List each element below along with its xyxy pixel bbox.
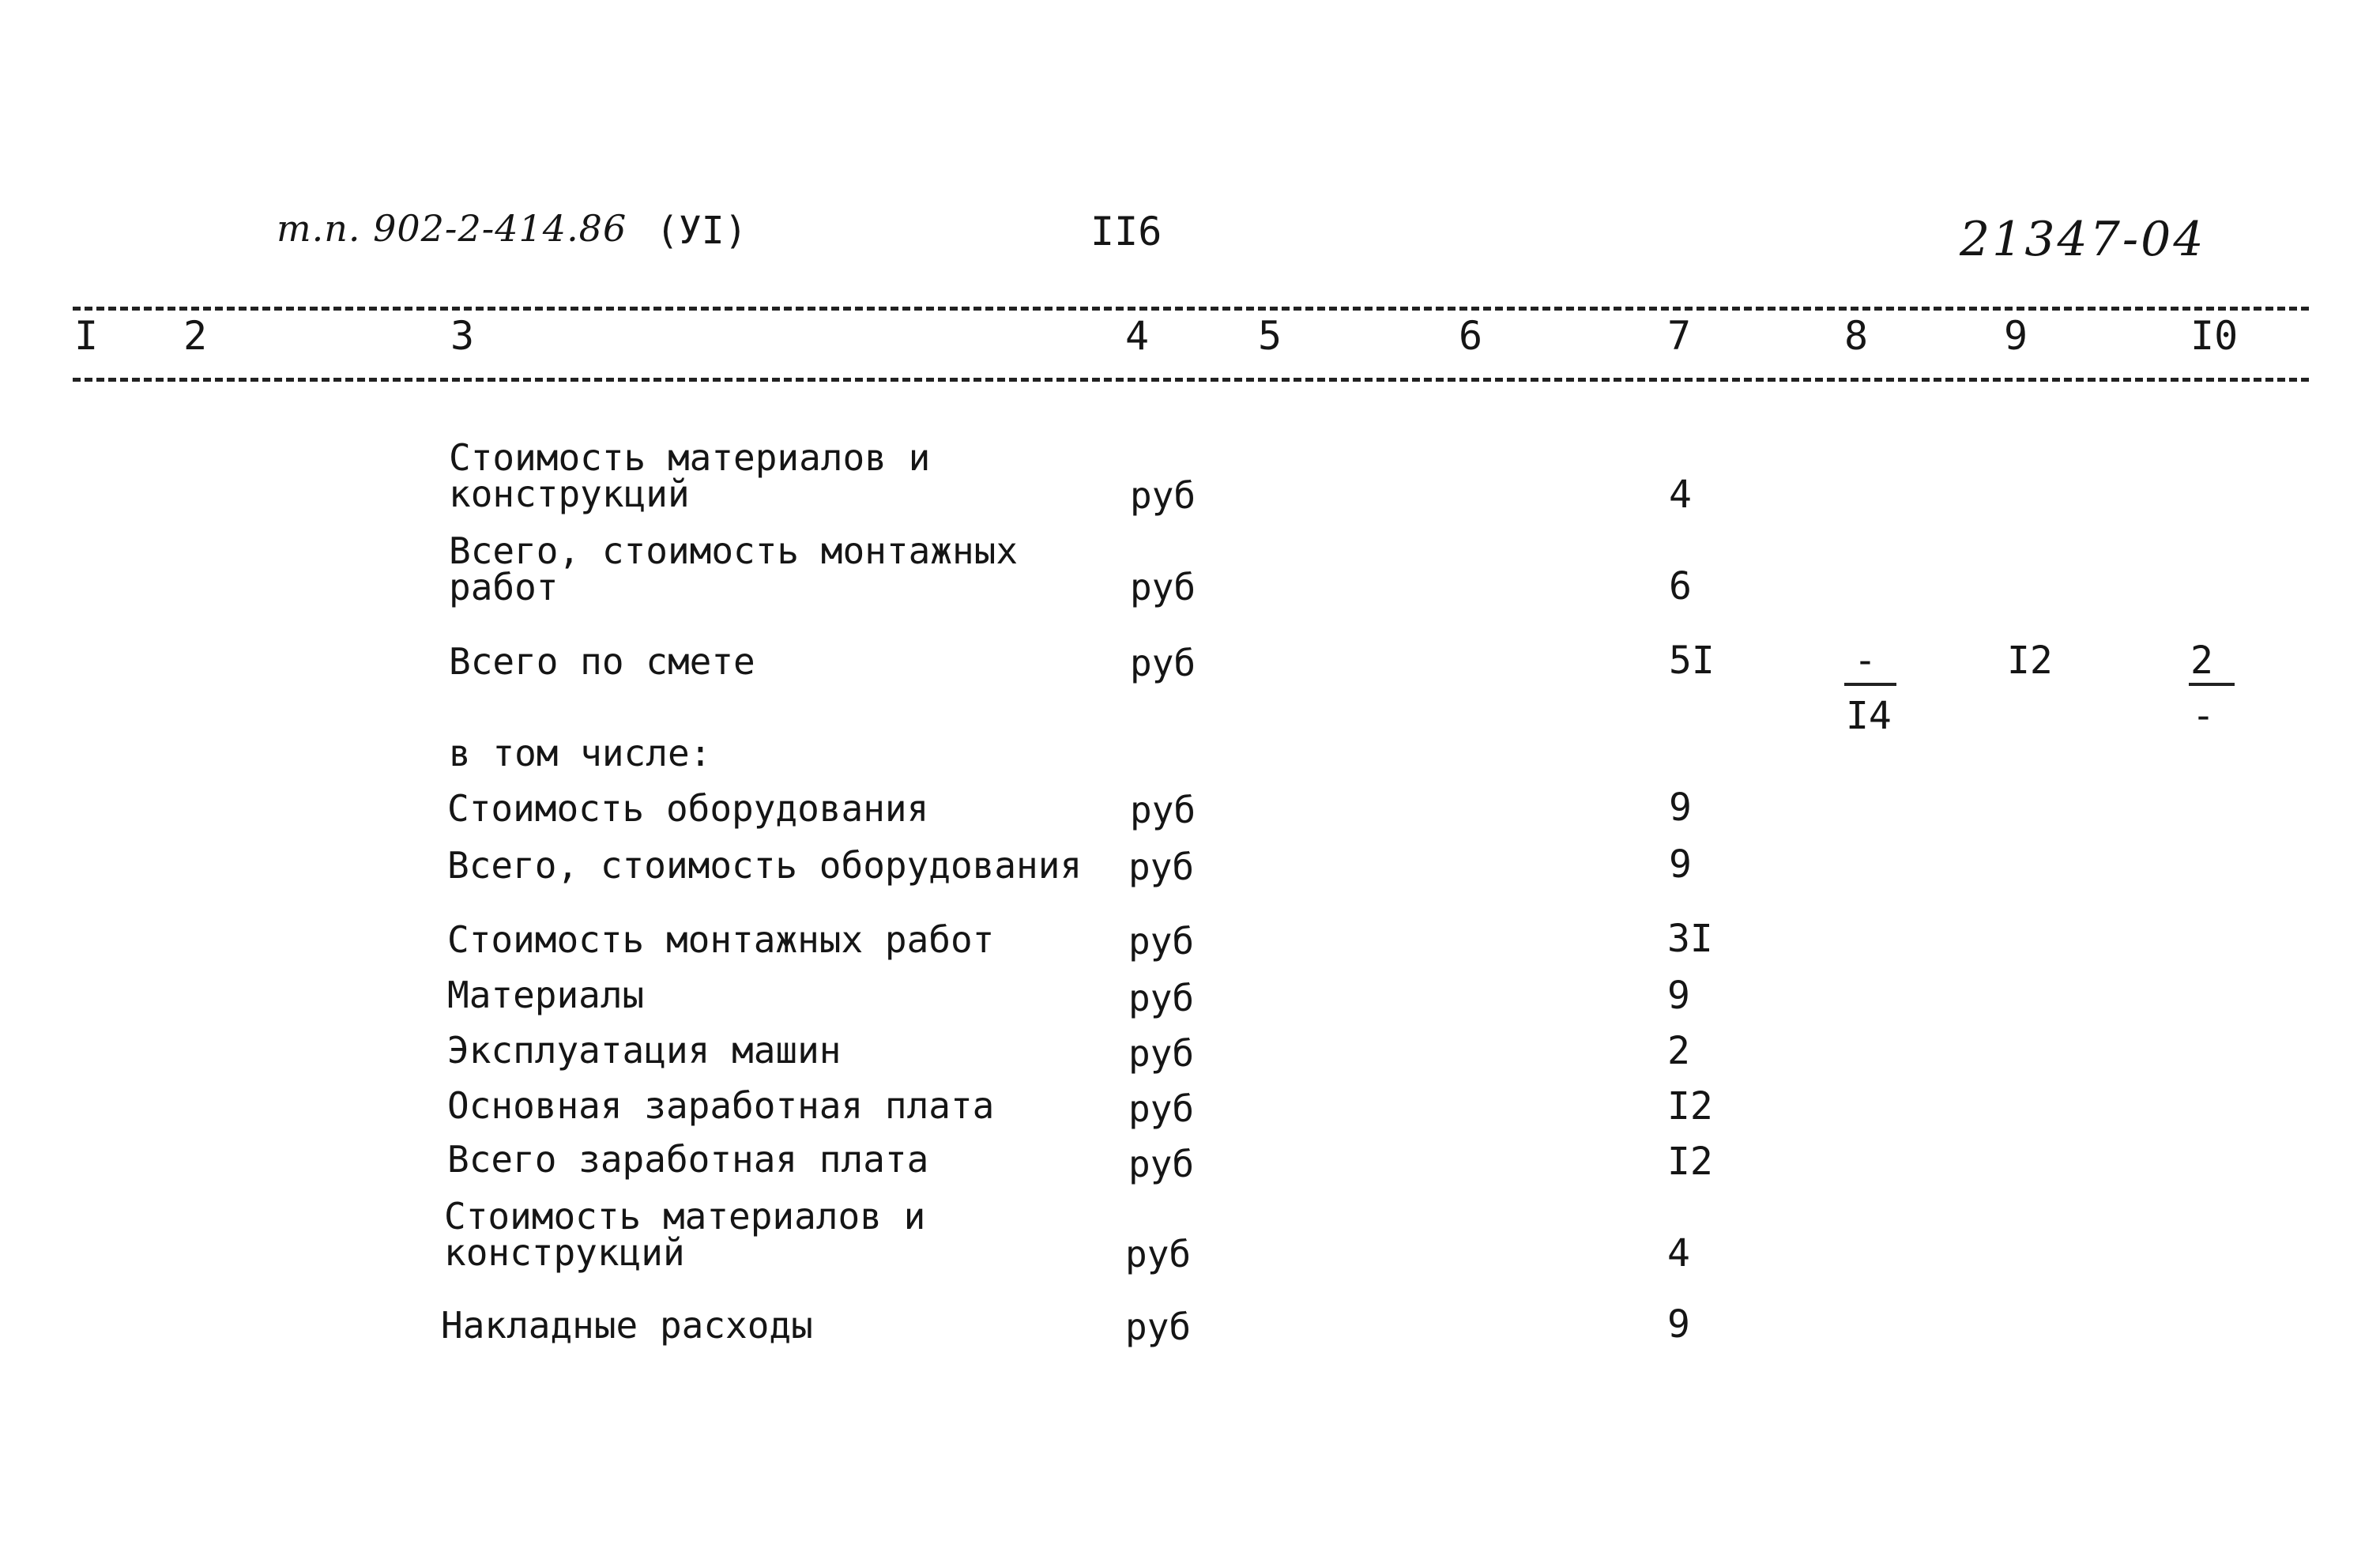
column-number-3: 3 [450,313,475,359]
column-number-8: 8 [1844,313,1869,359]
column-number-2: 2 [183,313,208,359]
row-unit: руб [1125,1233,1192,1275]
row-value-col7: 2 [1667,1029,1690,1073]
row-value-col7: I2 [1667,1140,1713,1184]
section-label: (УI) [656,209,748,253]
row-unit: руб [1128,846,1195,888]
row-value-col10-numerator: 2 [2190,639,2213,683]
row-unit: руб [1130,474,1196,517]
row-unit: руб [1128,977,1195,1019]
doc-number: 21347-04 [1960,212,2206,267]
row-unit: руб [1128,1143,1195,1185]
row-label: Стоимость материалов и конструкций [444,1195,926,1274]
row-unit: руб [1128,920,1195,963]
row-value-col7: 9 [1669,842,1692,887]
page-number: II6 [1090,209,1162,254]
column-number-6: 6 [1459,313,1483,359]
doc-code: т.п. 902-2-414.86 [277,207,627,250]
row-value-col8-denominator: I4 [1846,694,1892,738]
row-value-col7: 9 [1667,1302,1690,1347]
column-header-top-rule [73,307,2309,311]
row-unit: руб [1128,1032,1195,1075]
row-unit: руб [1125,1306,1192,1348]
row-value-col7: 6 [1669,564,1692,608]
row-label: Стоимость материалов и конструкций [449,436,931,515]
row-value-col7: 9 [1667,974,1690,1018]
row-label: Стоимость оборудования [447,787,929,830]
column-number-4: 4 [1125,313,1150,359]
fraction-bar-col10 [2189,683,2235,686]
column-number-9: 9 [2004,313,2028,359]
row-label: Основная заработная плата [447,1084,995,1127]
row-label: Стоимость монтажных работ [447,918,995,961]
row-label: Всего заработная плата [447,1138,929,1181]
row-value-col7: I2 [1667,1084,1713,1128]
row-label: Всего, стоимость оборудования [447,844,1083,887]
row-value-col7: 3I [1667,917,1713,961]
fraction-bar-col8 [1844,683,1896,686]
row-unit: руб [1130,642,1196,684]
row-value-col7: 9 [1669,786,1692,830]
row-label: в том числе: [449,732,712,774]
row-label: Всего по смете [449,640,755,683]
column-number-1: I [74,313,99,359]
row-value-col7: 5I [1669,639,1715,683]
row-value-col8-numerator: - [1854,639,1877,683]
row-unit: руб [1128,1087,1195,1130]
row-unit: руб [1130,789,1196,831]
row-value-col7: 4 [1669,473,1692,517]
row-label: Эксплуатация машин [447,1029,842,1072]
row-label: Всего, стоимость монтажных работ [449,529,1019,608]
row-value-col7: 4 [1667,1231,1690,1275]
row-unit: руб [1130,566,1196,608]
column-number-7: 7 [1667,313,1692,359]
row-label: Накладные расходы [441,1304,813,1347]
column-number-10: I0 [2190,313,2239,359]
column-header-bottom-rule [73,378,2309,382]
column-number-5: 5 [1258,313,1282,359]
row-value-col10-denominator: - [2192,694,2215,738]
row-label: Материалы [447,974,645,1016]
row-value-col9: I2 [2007,639,2053,683]
